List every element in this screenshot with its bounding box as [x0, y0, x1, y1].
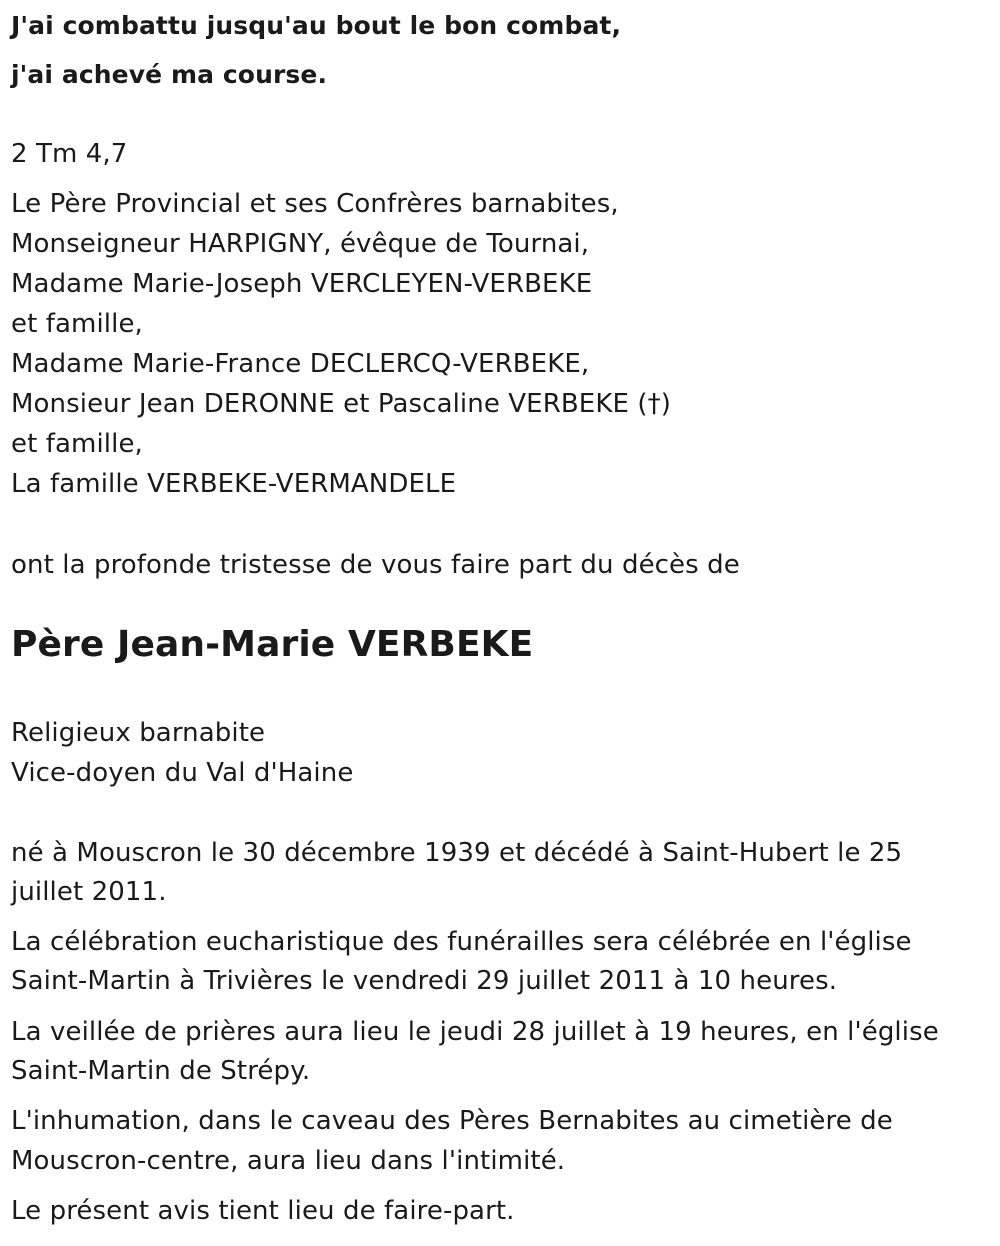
announcement-text: ont la profonde tristesse de vous faire part du décès de [11, 550, 740, 580]
closing-text: Le présent avis tient lieu de faire-part. [11, 1196, 515, 1226]
vigil-text: La veillée de prières aura lieu le jeudi 28 juillet à 19 heures, en l'église [11, 1017, 939, 1047]
announcer-line: La famille VERBEKE-VERMANDELE [11, 469, 457, 499]
burial-text: L'inhumation, dans le caveau des Pères Bernabites au cimetière de [11, 1106, 893, 1136]
deceased-title: Vice-doyen du Val d'Haine [11, 758, 354, 788]
announcer-line: et famille, [11, 309, 143, 339]
funeral-text: Saint-Martin à Trivières le vendredi 29 juillet 2011 à 10 heures. [11, 966, 838, 996]
announcer-line: Madame Marie-Joseph VERCLEYEN-VERBEKE [11, 269, 593, 299]
deceased-name: Père Jean-Marie VERBEKE [11, 624, 534, 665]
quote-line-2: j'ai achevé ma course. [11, 60, 328, 89]
announcer-line: Monsieur Jean DERONNE et Pascaline VERBEKE (†) [11, 389, 671, 419]
quote-reference: 2 Tm 4,7 [11, 139, 128, 169]
quote-line-1: J'ai combattu jusqu'au bout le bon combat, [11, 11, 622, 40]
announcer-line: et famille, [11, 429, 143, 459]
announcer-line: Madame Marie-France DECLERCQ-VERBEKE, [11, 349, 590, 379]
birth-death-text: juillet 2011. [11, 877, 167, 907]
announcer-line: Monseigneur HARPIGNY, évêque de Tournai, [11, 229, 590, 259]
deceased-title: Religieux barnabite [11, 718, 266, 748]
vigil-text: Saint-Martin de Strépy. [11, 1056, 311, 1086]
burial-text: Mouscron-centre, aura lieu dans l'intimité. [11, 1146, 566, 1176]
birth-death-text: né à Mouscron le 30 décembre 1939 et décédé à Saint-Hubert le 25 [11, 838, 903, 868]
funeral-text: La célébration eucharistique des funérailles sera célébrée en l'église [11, 927, 912, 957]
announcer-line: Le Père Provincial et ses Confrères barnabites, [11, 189, 619, 219]
